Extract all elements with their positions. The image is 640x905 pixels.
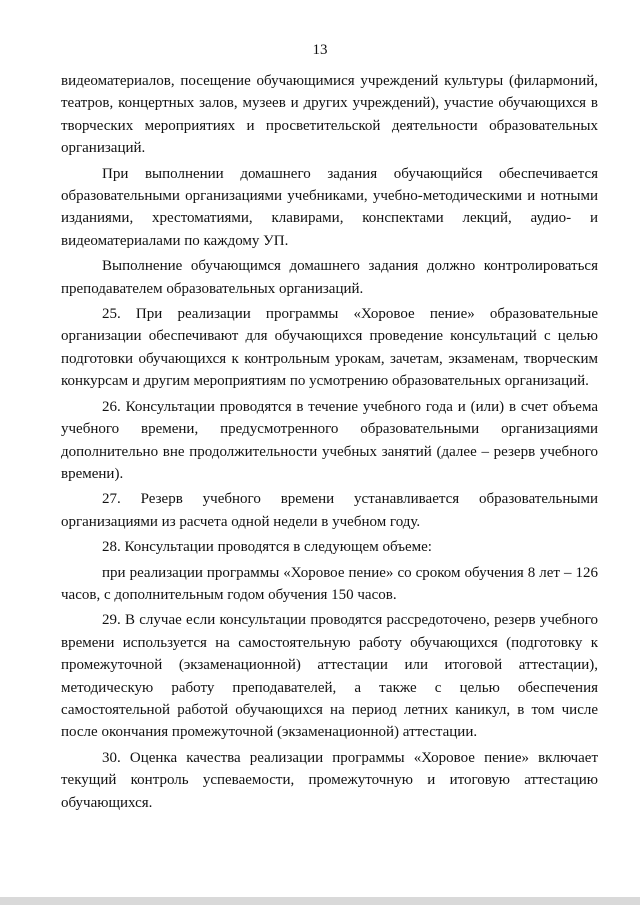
paragraph-item-26: 26. Консультации проводятся в течение учебного года и (или) в счет объема учебного времени, предусмотренного образовательными организациями дополнительно вне продолжительности учебных занятий (далее – резерв учебного времени). — [61, 398, 598, 482]
paragraph-item-25: 25. При реализации программы «Хоровое пение» образовательные организации обеспечивают для обучающихся проведение консультаций с целью подготовки обучающихся к контрольным урокам, зачетам, экзаменам, творческим конкурсам и другим мероприятиям по усмотрению образовательных организаций. — [61, 306, 598, 390]
paragraph-item-30: 30. Оценка качества реализации программы «Хоровое пение» включает текущий контроль успеваемости, промежуточную и итоговую аттестацию обучающихся. — [61, 749, 598, 811]
page-number: 13 — [312, 42, 328, 58]
paragraph-continuation: видеоматериалов, посещение обучающимися учреждений культуры (филармоний, театров, концертных залов, музеев и других учреждений), участие обучающихся в творческих мероприятиях и просветительской деятельности образовательных организаций. — [61, 73, 598, 157]
paragraph-homework-materials: При выполнении домашнего задания обучающийся обеспечивается образовательными организациями учебниками, учебно-методическими и нотными изданиями, хрестоматиями, клавирами, конспектами лекций, аудио- и видеоматериалами по каждому УП. — [61, 165, 598, 249]
paragraph-item-27: 27. Резерв учебного времени устанавливается образовательными организациями из расчета одной недели в учебном году. — [61, 491, 598, 530]
paragraph-item-29: 29. В случае если консультации проводятся рассредоточено, резерв учебного времени используется на самостоятельную работу обучающихся (подготовку к промежуточной (экзаменационной) аттестации или итоговой аттестации), методическую работу преподавателей, а также с целью обеспечения самостоятельной работой обучающихся на период летних каникул, в том числе после окончания промежуточной (экзаменационной) аттестации. — [61, 612, 598, 741]
paragraph-consultation-hours: при реализации программы «Хоровое пение» со сроком обучения 8 лет – 126 часов, с дополнительным годом обучения 150 часов. — [61, 564, 598, 603]
document-body — [61, 70, 598, 817]
page-bottom-edge — [0, 897, 640, 905]
paragraph-item-28: 28. Консультации проводятся в следующем объеме: — [102, 539, 432, 556]
paragraph-homework-control: Выполнение обучающимся домашнего задания должно контролироваться преподавателем образовательных организаций. — [61, 258, 598, 297]
